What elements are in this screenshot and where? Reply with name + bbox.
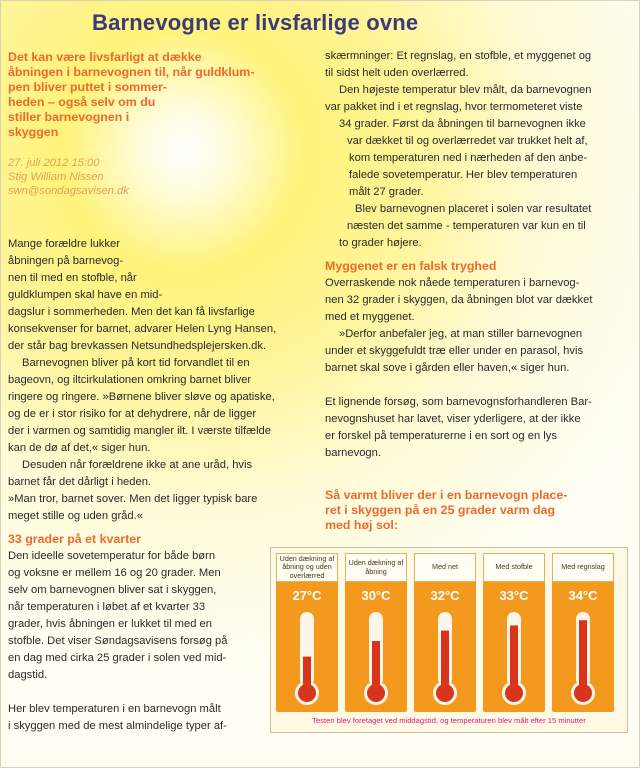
subheading: 33 grader på et kvarter xyxy=(8,532,141,546)
card-label: Med regnslag xyxy=(552,553,614,582)
body-line: en dag med cirka 25 grader i solen ved mid- xyxy=(8,652,227,664)
body-line: med et myggenet. xyxy=(325,311,415,323)
lead-line: pen bliver puttet i sommer- xyxy=(8,80,168,94)
temperature-value: 30°C xyxy=(361,588,391,603)
card-label: Uden dækning af åbning og uden overlærred xyxy=(276,553,338,582)
lead-line: skyggen xyxy=(8,125,59,139)
body-line: konsekvenser for barnet, advarer Helen Lyng Hansen, xyxy=(8,323,277,335)
temperature-value: 33°C xyxy=(499,588,529,603)
byline-email[interactable]: swn@sondagsavisen.dk xyxy=(8,185,129,197)
body-line: til sidst helt uden overlærred. xyxy=(325,67,469,79)
body-line: Barnevognen bliver på kort tid forvandlet til en xyxy=(22,357,250,369)
body-line: der står bag brevkassen Netsundhedsplejersken.dk. xyxy=(8,340,267,352)
body-line: barnet skal sove i gården eller haven,« siger hun. xyxy=(325,362,570,374)
byline-author: Stig William Nissen xyxy=(8,171,104,183)
card-label: Med net xyxy=(414,553,476,582)
thermometer-icon xyxy=(483,609,545,709)
body-line: grader, hvis åbningen er lukket til med en xyxy=(8,618,212,630)
body-line: næsten det samme - temperaturen var kun en til xyxy=(347,220,586,232)
byline-date: 27. juli 2012 15:00 xyxy=(8,157,100,169)
body-line: dagstid. xyxy=(8,669,48,681)
thermometer-card xyxy=(552,553,614,712)
body-line: meget stille og uden gråd.« xyxy=(8,510,143,522)
body-line: dagslur i sommerheden. Men det kan få livsfarlige xyxy=(8,306,255,318)
body-line: nen 32 grader i skyggen, da åbningen blot var dækket xyxy=(325,294,593,306)
body-line: og de er i stor risiko for at dehydrere, når de ligger xyxy=(8,408,257,420)
subheading: Myggenet er en falsk tryghed xyxy=(325,259,497,273)
article-title: Barnevogne er livsfarlige ovne xyxy=(92,10,419,35)
article-lead xyxy=(8,50,298,140)
body-line: Desuden når forældrene ikke at ane uråd, hvis xyxy=(22,459,253,471)
body-line: 34 grader. Først da åbningen til barnevognen ikke xyxy=(339,118,586,130)
infographic-caption: Testen blev foretaget ved middagstid, og temperaturen blev målt efter 15 minutter xyxy=(312,716,586,725)
body-line: Et lignende forsøg, som barnevognsforhandleren Bar- xyxy=(325,396,592,408)
body-line: ringere og ringere. »Børnene bliver sløve og apatiske, xyxy=(8,391,275,403)
body-line: Den ideelle sovetemperatur for både børn xyxy=(8,550,216,562)
heading-line: Så varmt bliver der i en barnevogn place- xyxy=(325,488,568,502)
body-line: Mange forældre lukker xyxy=(8,238,120,250)
infographic-heading xyxy=(325,488,630,533)
card-label: Uden dækning af åbning xyxy=(345,553,407,582)
body-line: barnevogn. xyxy=(325,447,381,459)
body-line: under et skyggefuldt træ eller under en parasol, hvis xyxy=(325,345,584,357)
thermometer-infographic xyxy=(270,547,628,733)
body-line: selv om barnevognen bliver sat i skyggen, xyxy=(8,584,217,596)
lead-line: heden – også selv om du xyxy=(8,95,156,109)
byline xyxy=(8,156,208,198)
temperature-value: 27°C xyxy=(292,588,322,603)
left-column xyxy=(8,236,308,735)
body-line: Blev barnevognen placeret i solen var resultatet xyxy=(355,203,592,215)
body-line: falede sovetemperatur. Her blev temperaturen xyxy=(349,169,578,181)
thermometer-icon xyxy=(276,609,338,709)
thermometer-card xyxy=(483,553,545,712)
body-line: Her blev temperaturen i en barnevogn målt xyxy=(8,703,221,715)
body-line: bageovn, og iltcirkulationen omkring barnet bliver xyxy=(8,374,252,386)
body-line: »Derfor anbefaler jeg, at man stiller barnevognen xyxy=(339,328,583,340)
body-line: nevognshuset har lavet, viser yderligere, at der ikke xyxy=(325,413,581,425)
body-line: kan de dø af det,« siger hun. xyxy=(8,442,151,454)
right-column xyxy=(325,48,630,462)
body-line: Den højeste temperatur blev målt, da barnevognen xyxy=(339,84,592,96)
body-line: var pakket ind i et regnslag, hvor termometeret viste xyxy=(325,101,583,113)
body-line: var dækket til og overlærredet var trukket helt af, xyxy=(347,135,588,147)
mercury-level xyxy=(579,620,587,693)
temperature-value: 34°C xyxy=(568,588,598,603)
body-line: stofble. Det viser Søndagsavisens forsøg på xyxy=(8,635,228,647)
thermometer-icon xyxy=(552,609,614,709)
body-line: når temperaturen i løbet af et kvarter 33 xyxy=(8,601,206,613)
thermometer-card xyxy=(414,553,476,712)
body-line: to grader højere. xyxy=(339,237,422,249)
heading-line: med høj sol: xyxy=(325,518,398,532)
body-line: barnet får det dårligt i heden. xyxy=(8,476,152,488)
mercury-level xyxy=(510,625,518,693)
thermometer-icon xyxy=(414,609,476,709)
body-line: skærmninger: Et regnslag, en stofble, et myggenet og xyxy=(325,50,592,62)
temperature-value: 32°C xyxy=(430,588,460,603)
mercury-level xyxy=(441,631,449,693)
thermometer-icon xyxy=(345,609,407,709)
body-line: »Man tror, barnet sover. Men det ligger typisk bare xyxy=(8,493,258,505)
body-line: nen til med en stofble, når xyxy=(8,272,137,284)
lead-line: åbningen i barnevognen til, når guldklum- xyxy=(8,65,255,79)
body-line: i skyggen med de mest almindelige typer af- xyxy=(8,720,227,732)
lead-line: stiller barnevognen i xyxy=(8,110,130,124)
mercury-level xyxy=(372,641,380,693)
body-line: og voksne er mellem 16 og 20 grader. Men xyxy=(8,567,221,579)
body-line: er forskel på temperaturerne i en sort og en lys xyxy=(325,430,557,442)
body-line: målt 27 grader. xyxy=(349,186,424,198)
card-label: Med stofble xyxy=(483,553,545,582)
thermometer-card xyxy=(345,553,407,712)
body-line: åbningen på barnevog- xyxy=(8,255,124,267)
body-line: der i varmen og samtidig mangler ilt. I værste tilfælde xyxy=(8,425,272,437)
mercury-level xyxy=(303,657,311,693)
thermometer-card xyxy=(276,553,338,712)
lead-line: Det kan være livsfarligt at dække xyxy=(8,50,202,64)
body-line: Overraskende nok nåede temperaturen i barnevog- xyxy=(325,277,580,289)
body-line: kom temperaturen ned i nærheden af den anbe- xyxy=(349,152,588,164)
heading-line: ret i skyggen på en 25 grader varm dag xyxy=(325,503,556,517)
body-line: guldklumpen skal have en mid- xyxy=(8,289,163,301)
